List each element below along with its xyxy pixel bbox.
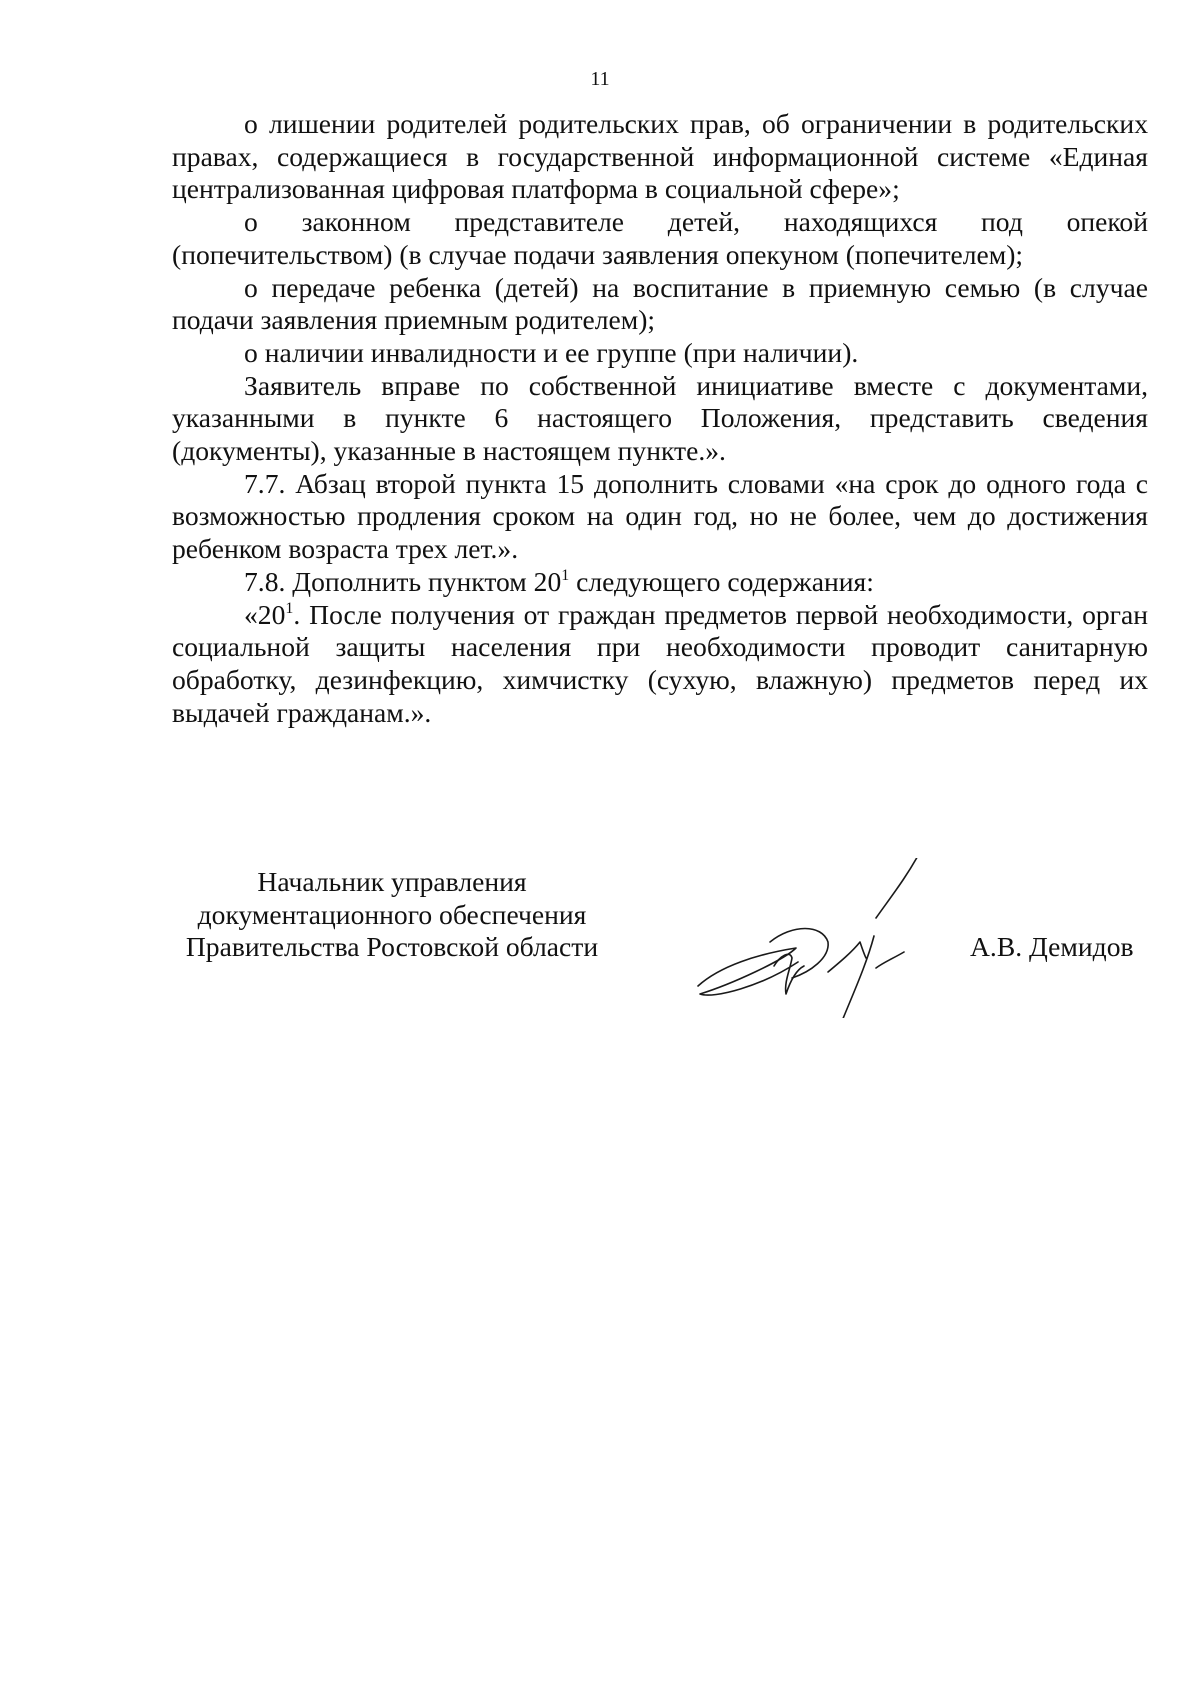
signatory-title-line: Правительства Ростовской области bbox=[185, 931, 599, 963]
paragraph: о лишении родителей родительских прав, об ограничении в родительских правах, содержащиеся в государственной информационной системе «Единая централизованная цифровая платформа в социальной сфере»; bbox=[172, 108, 1148, 205]
handwritten-signature bbox=[680, 858, 960, 1018]
paragraph: Заявитель вправе по собственной инициативе вместе с документами, указанными в пункте 6 настоящего Положения, представить сведения (документы), указанные в настоящем пункте.». bbox=[172, 369, 1148, 467]
paragraph: «$20^1$. После получения от граждан предметов первой необходимости, орган социальной защиты населения при необходимости проводит санитарную обработку, дезинфекцию, химчистку (сухую, влажную) предметов перед их выдачей гражданам.». bbox=[172, 598, 1148, 728]
signatory-title-line: Начальник управления bbox=[257, 866, 527, 897]
signatory-title-line: документационного обеспечения bbox=[197, 898, 587, 930]
page-number: 11 bbox=[590, 68, 610, 90]
signatory-title bbox=[172, 866, 612, 964]
paragraph: о законном представителе детей, находящихся под опекой (попечительством) (в случае подачи заявления опекуном (попечителем); bbox=[172, 206, 1148, 270]
paragraph: о наличии инвалидности и ее группе (при наличии). bbox=[244, 336, 859, 368]
paragraph: 7.8. Дополнить пунктом $20^1$ следующего содержания: bbox=[244, 565, 874, 597]
document-body bbox=[172, 108, 1148, 729]
superscript: 1 bbox=[561, 566, 570, 584]
paragraph: о передаче ребенка (детей) на воспитание в приемную семью (в случае подачи заявления приемным родителем); bbox=[172, 271, 1148, 336]
paragraph: 7.7. Абзац второй пункта 15 дополнить словами «на срок до одного года с возможностью продления сроком на один год, но не более, чем до достижения ребенком возраста трех лет.». bbox=[172, 467, 1148, 565]
signer-name: А.В. Демидов bbox=[970, 931, 1134, 962]
superscript: 1 bbox=[285, 599, 294, 617]
